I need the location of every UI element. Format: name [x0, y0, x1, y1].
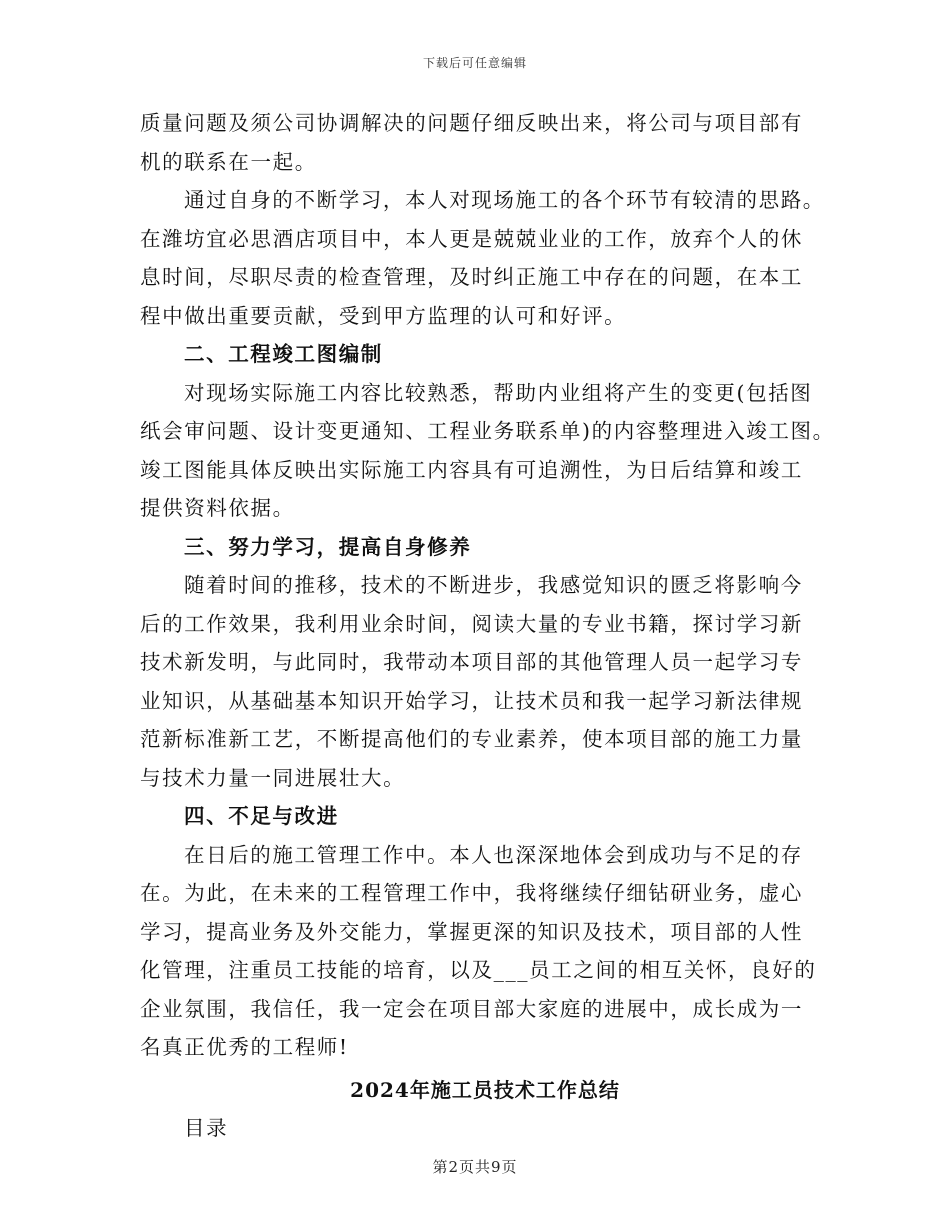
paragraph-line: 在潍坊宜必思酒店项目中，本人更是兢兢业业的工作，放弃个人的休: [140, 226, 803, 251]
paragraph-line: 在日后的施工管理工作中。本人也深深地体会到成功与不足的存: [184, 842, 803, 867]
paragraph-line: 机的联系在一起。: [140, 149, 317, 174]
paragraph-line: 息时间，尽职尽责的检查管理，及时纠正施工中存在的问题，在本工: [140, 265, 803, 289]
document-title: 2024年施工员技术工作总结: [350, 1077, 620, 1102]
page-number: 第2页共9页: [432, 1158, 518, 1176]
paragraph-line: 质量问题及须公司协调解决的问题仔细反映出来，将公司与项目部有: [140, 111, 803, 135]
toc-label: 目录: [184, 1116, 229, 1140]
paragraph-line: 程中做出重要贡献，受到甲方监理的认可和好评。: [140, 303, 627, 328]
paragraph-line: 竣工图能具体反映出实际施工内容具有可追溯性，为日后结算和竣工: [140, 457, 803, 482]
document-body: [140, 104, 835, 1148]
section-heading: 三、努力学习，提高自身修养: [184, 534, 472, 559]
paragraph-line: 通过自身的不断学习，本人对现场施工的各个环节有较清的思路。: [184, 188, 825, 212]
section-heading: 二、工程竣工图编制: [184, 342, 383, 366]
paragraph-line: 业知识，从基础基本知识开始学习，让技术员和我一起学习新法律规: [140, 688, 803, 713]
paragraph-line: 纸会审问题、设计变更通知、工程业务联系单)的内容整理进入竣工图。: [140, 419, 835, 443]
paragraph-line: 名真正优秀的工程师!: [140, 1035, 349, 1059]
header-note: 下载后可任意编辑: [422, 56, 527, 70]
paragraph-line: 企业氛围，我信任，我一定会在项目部大家庭的进展中，成长成为一: [140, 996, 803, 1021]
paragraph-line: 技术新发明，与此同时，我带动本项目部的其他管理人员一起学习专: [140, 650, 803, 674]
paragraph-line: 学习，提高业务及外交能力，掌握更深的知识及技术，项目部的人性: [140, 919, 803, 944]
section-heading: 四、不足与改进: [184, 804, 339, 828]
paragraph-line: 化管理，注重员工技能的培育，以及___员工之间的相互关怀，良好的: [140, 958, 817, 982]
paragraph-line: 在。为此，在未来的工程管理工作中，我将继续仔细钻研业务，虚心: [140, 881, 803, 905]
paragraph-line: 与技术力量一同进展壮大。: [140, 765, 406, 790]
paragraph-line: 范新标准新工艺，不断提高他们的专业素养，使本项目部的施工力量: [140, 727, 803, 751]
paragraph-line: 随着时间的推移，技术的不断进步，我感觉知识的匮乏将影响今: [184, 573, 803, 597]
paragraph-line: 后的工作效果，我利用业余时间，阅读大量的专业书籍，探讨学习新: [140, 611, 803, 636]
paragraph-line: 提供资料依据。: [140, 496, 295, 520]
paragraph-line: 对现场实际施工内容比较熟悉，帮助内业组将产生的变更(包括图: [184, 380, 813, 405]
